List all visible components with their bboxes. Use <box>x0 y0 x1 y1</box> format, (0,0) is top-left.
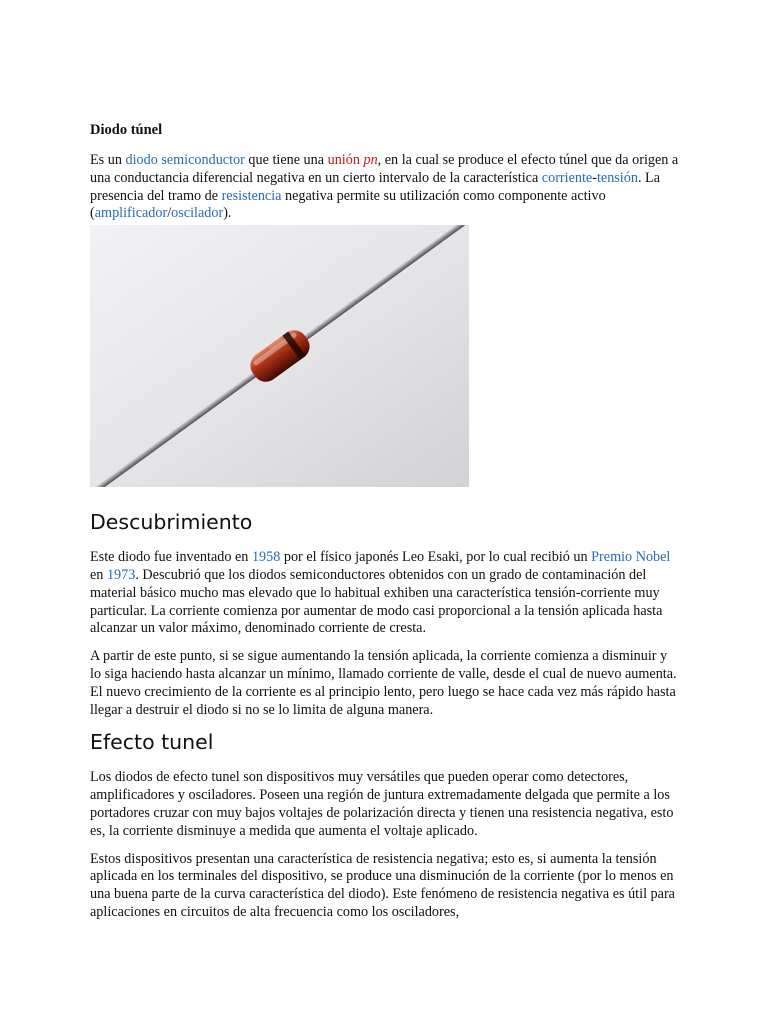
paragraph-text: en <box>90 566 107 583</box>
link-corriente[interactable]: corriente <box>541 169 593 186</box>
page-title: Diodo túnel <box>90 122 163 138</box>
link-1973[interactable]: 1973 <box>106 566 136 583</box>
link-oscilador[interactable]: oscilador <box>171 205 224 222</box>
intro-text: que tiene una <box>244 152 328 168</box>
link-union-pn[interactable] <box>328 152 378 168</box>
efecto-tunel-paragraph-2: Estos dispositivos presentan una característica de resistencia negativa; esto es, si aumenta la tensión aplicada en los terminales del dispositivo, se produce una disminución de la corriente (por lo menos en una buena parte de la curva característica del diodo). Este fenómeno de resistencia negativa es útil para aplicaciones en circuitos de alta frecuencia como los osciladores, <box>90 850 675 920</box>
link-premio-nobel[interactable]: Premio Nobel <box>591 549 671 566</box>
link-resistencia[interactable]: resistencia <box>221 187 282 204</box>
link-union-pn-text: unión <box>327 152 364 168</box>
intro-paragraph <box>90 152 680 223</box>
diode-photo <box>90 225 469 487</box>
intro-text: ). <box>223 205 232 222</box>
section-heading-efecto-tunel: Efecto tunel <box>90 730 214 755</box>
intro-text: . La presencia del tramo de <box>90 169 660 204</box>
link-amplificador[interactable]: amplificador <box>94 205 168 222</box>
link-diodo-semiconductor[interactable]: diodo semiconductor <box>125 152 245 168</box>
paragraph-text: Este diodo fue inventado en <box>90 549 252 566</box>
intro-text: - <box>592 169 597 186</box>
link-union-pn-italic: pn <box>363 152 378 168</box>
descubrimiento-paragraph-1 <box>90 549 680 638</box>
link-tension[interactable]: tensión <box>596 169 638 186</box>
document-page <box>90 120 680 932</box>
intro-text: Es un <box>90 152 126 168</box>
efecto-tunel-paragraph-1: Los diodos de efecto tunel son dispositivos muy versátiles que pueden operar como detectores, amplificadores y osciladores. Poseen una región de juntura extremadamente delgada que permite a los portadores cruzar con muy bajos voltajes de polarización directa y tienen una resistencia negativa, esto es, la corriente disminuye a medida que aumenta el voltaje aplicado. <box>90 769 674 839</box>
descubrimiento-paragraph-2: A partir de este punto, si se sigue aumentando la tensión aplicada, la corriente comienza a disminuir y lo siga haciendo hasta alcanzar un mínimo, llamado corriente de valle, desde el cual de nuevo aumenta. El nuevo crecimiento de la corriente es al principio lento, pero luego se hace cada vez más rápido hasta llegar a destruir el diodo si no se lo limita de alguna manera. <box>90 648 677 718</box>
paragraph-text: por el físico japonés Leo Esaki, por lo cual recibió un <box>280 549 592 566</box>
intro-text: , en la cual se produce el efecto túnel que da origen a una conductancia diferencial negativa en un cierto intervalo de la característica <box>90 152 679 186</box>
section-heading-descubrimiento: Descubrimiento <box>90 510 253 535</box>
link-1958[interactable]: 1958 <box>251 549 281 566</box>
intro-text: / <box>167 205 172 222</box>
paragraph-text: . Descubrió que los diodos semiconductores obtenidos con un grado de contaminación del material básico mucho mas elevado que lo habitual exhiben una característica tensión-corriente muy particular. La corriente comienza por aumentar de modo casi proporcional a la tensión aplicada hasta alcanzar un valor máximo, denominado corriente de cresta. <box>90 566 663 637</box>
intro-text: negativa permite su utilización como componente activo ( <box>90 187 606 222</box>
